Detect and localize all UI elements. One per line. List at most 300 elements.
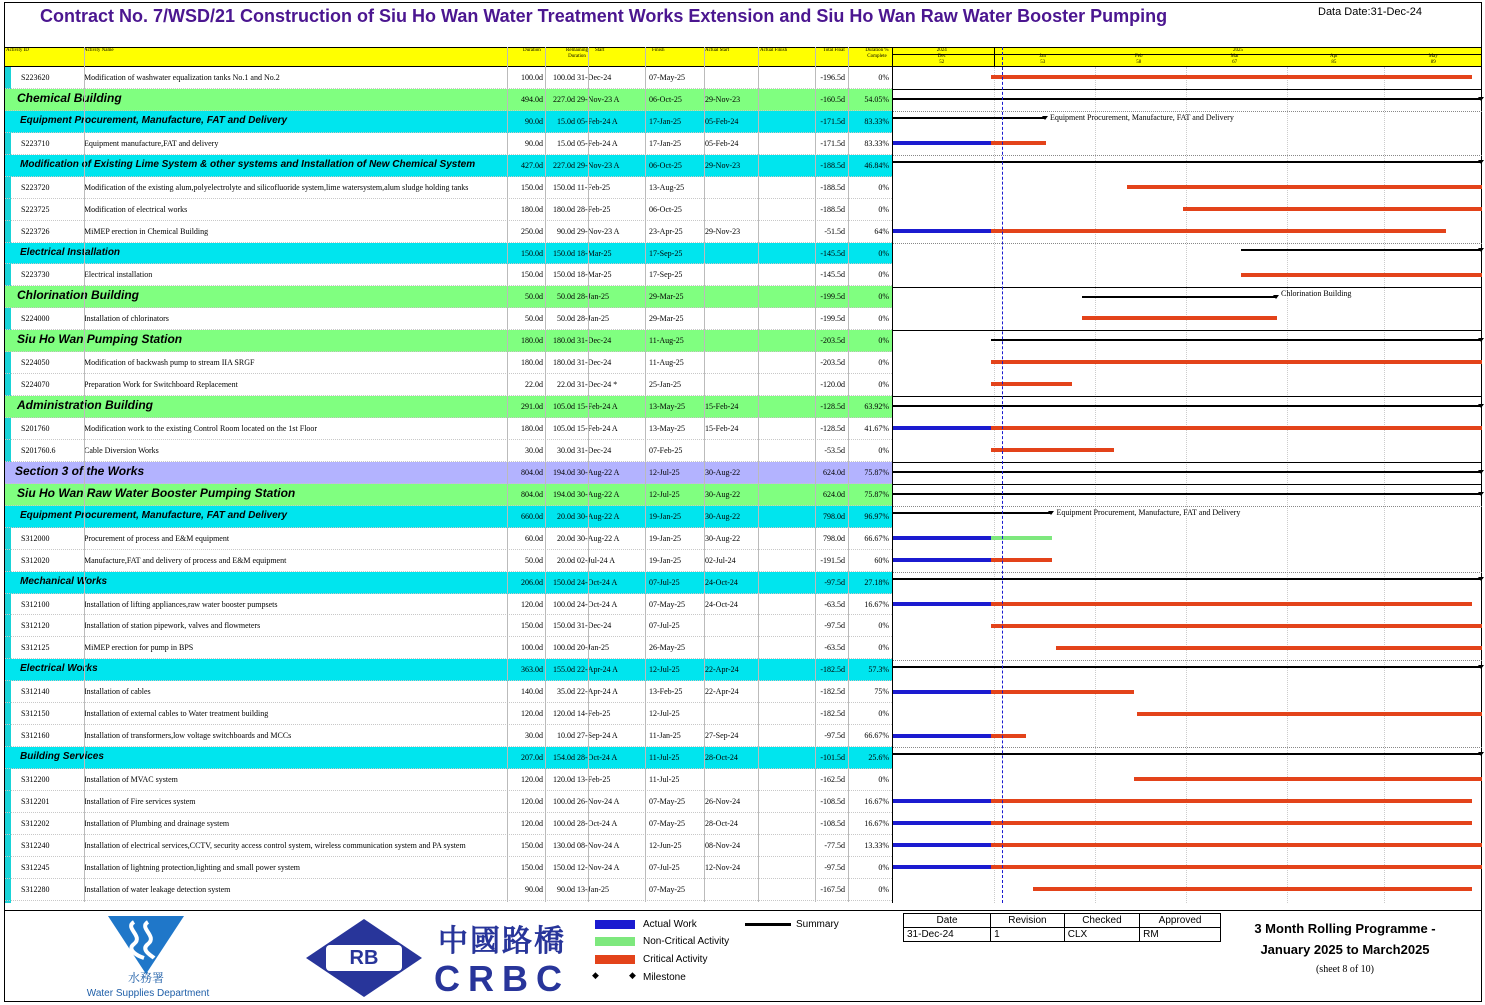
crbc-english-name: CRBC: [434, 958, 570, 999]
summary-bar[interactable]: [991, 339, 1482, 341]
cell-tf: -120.0d: [820, 380, 845, 390]
critical-bar[interactable]: [991, 229, 1447, 233]
cell-as: 22-Apr-24: [705, 665, 739, 675]
activity-id: S201760: [21, 424, 50, 433]
cell-rd: 150.0d: [553, 577, 575, 587]
legend-critical-label: Critical Activity: [643, 954, 708, 965]
gantt-row-separator: [893, 287, 1482, 288]
cell-finish: 17-Sep-25: [649, 270, 683, 280]
cell-rd: 130.0d: [553, 840, 575, 850]
cell-as: 24-Oct-24: [705, 577, 738, 587]
col-header-name[interactable]: Activity Name: [84, 48, 114, 53]
cell-od: 22.0d: [525, 380, 543, 390]
col-header-actual-start[interactable]: Actual Start: [705, 48, 730, 53]
cell-tf: -167.5d: [820, 884, 845, 894]
cell-finish: 17-Jan-25: [649, 138, 681, 148]
summary-bar[interactable]: [893, 98, 1482, 100]
cell-start: 30-Aug-22 A: [577, 489, 620, 499]
cell-rd: 120.0d: [553, 709, 575, 719]
col-header-total-float[interactable]: Total Float: [823, 48, 845, 53]
critical-bar[interactable]: [991, 141, 1046, 145]
cell-finish: 23-Apr-25: [649, 226, 683, 236]
signoff-date: 31-Dec-24: [904, 928, 991, 942]
cell-start: 28-Jan-25: [577, 292, 609, 302]
actual-work-bar[interactable]: [893, 141, 991, 145]
cell-pct: 0%: [878, 204, 889, 214]
timescale-month: Apr: [1330, 54, 1338, 59]
gantt-row-separator: [893, 111, 1482, 112]
wbs-group-name: Modification of Existing Lime System & other systems and Installation of New Chemical System: [20, 158, 476, 170]
cell-rd: 150.0d: [553, 621, 575, 631]
summary-bar[interactable]: [893, 578, 1482, 580]
cell-rd: 150.0d: [553, 248, 575, 258]
critical-bar[interactable]: [1082, 316, 1277, 320]
actual-work-bar[interactable]: [893, 690, 991, 694]
cell-finish: 07-May-25: [649, 73, 685, 82]
cell-pct: 16.67%: [864, 599, 889, 609]
critical-bar[interactable]: [991, 558, 1053, 562]
cell-rd: 90.0d: [557, 226, 575, 236]
summary-bar[interactable]: [893, 117, 1046, 119]
cell-pct: 13.33%: [864, 840, 889, 850]
cell-pct: 75%: [874, 687, 889, 697]
cell-as: 05-Feb-24: [705, 116, 739, 126]
cell-start: 22-Apr-24 A: [577, 665, 618, 675]
activity-id: S312280: [21, 884, 50, 894]
critical-bar[interactable]: [991, 360, 1482, 364]
cell-tf: 624.0d: [823, 467, 845, 477]
cell-finish: 13-Feb-25: [649, 687, 683, 697]
cell-rd: 120.0d: [553, 775, 575, 784]
activity-id: S201760.6: [21, 445, 56, 455]
activity-id: S312200: [21, 775, 50, 784]
cell-od: 207.0d: [521, 753, 543, 763]
cell-start: 02-Jul-24 A: [577, 555, 615, 565]
cell-pct: 75.87%: [864, 489, 889, 499]
page-title: Contract No. 7/WSD/21 Construction of Siu Ho Wan Water Treatment Works Extension and Siu Ho Wan Raw Water Booster Pumping: [40, 6, 1168, 26]
critical-bar[interactable]: [991, 602, 1473, 606]
cell-finish: 29-Mar-25: [649, 292, 684, 302]
cell-pct: 0%: [878, 775, 889, 784]
activity-name: Modification of backwash pump to stream IIA SRGF: [84, 358, 255, 368]
col-header-id[interactable]: Activity ID: [6, 48, 29, 53]
cell-as: 28-Oct-24: [705, 818, 738, 828]
critical-bar[interactable]: [991, 799, 1473, 803]
cell-as: 28-Oct-24: [705, 753, 738, 763]
cell-od: 60.0d: [525, 533, 543, 543]
cell-tf: -145.5d: [820, 270, 845, 280]
activity-name: Modification of the existing alum,polyelectrolyte and silicofluoride system,lime watersystem,alum sludge holding tanks: [84, 182, 469, 192]
cell-od: 180.0d: [521, 358, 543, 368]
cell-as: 05-Feb-24: [705, 138, 739, 148]
cell-od: 140.0d: [521, 687, 543, 697]
wsd-english-name: Water Supplies Department: [86, 988, 210, 999]
activity-id: S312100: [21, 599, 50, 609]
cell-finish: 06-Oct-25: [649, 204, 682, 214]
cell-pct: 0%: [878, 445, 889, 455]
cell-rd: 180.0d: [553, 336, 575, 346]
cell-pct: 25.6%: [868, 753, 889, 763]
cell-rd: 100.0d: [553, 818, 575, 828]
cell-tf: -171.5d: [820, 116, 845, 126]
summary-bar[interactable]: [893, 471, 1482, 473]
cell-rd: 35.0d: [557, 687, 575, 697]
cell-od: 150.0d: [521, 182, 543, 192]
cell-finish: 19-Jan-25: [649, 511, 681, 521]
cell-finish: 07-Jul-25: [649, 621, 680, 631]
cell-tf: -188.5d: [820, 182, 845, 192]
activity-id: S224070: [21, 380, 50, 390]
cell-finish: 12-Jun-25: [649, 840, 682, 850]
cell-od: 427.0d: [521, 160, 543, 170]
cell-start: 28-Oct-24 A: [577, 753, 618, 763]
cell-start: 24-Oct-24 A: [577, 599, 618, 609]
cell-as: 30-Aug-22: [705, 533, 741, 543]
cell-tf: -203.5d: [820, 358, 845, 368]
summary-bar[interactable]: [1241, 249, 1482, 251]
cell-od: 150.0d: [521, 270, 543, 280]
cell-pct: 0%: [878, 314, 889, 324]
timescale-week: 53: [1040, 60, 1046, 65]
activity-id: S312000: [21, 533, 50, 543]
col-divider: [645, 47, 646, 902]
activity-id: S223710: [21, 138, 50, 148]
cell-od: 120.0d: [521, 796, 543, 806]
gantt-bar-label: Chlorination Building: [1280, 288, 1352, 298]
actual-work-bar[interactable]: [893, 536, 991, 540]
wbs-group-name: Building Services: [20, 751, 104, 763]
cell-as: 29-Nov-23: [705, 94, 741, 104]
summary-bar[interactable]: [893, 753, 1482, 755]
noncritical-bar[interactable]: [991, 536, 1053, 540]
cell-pct: 75.87%: [864, 467, 889, 477]
cell-tf: -51.5d: [824, 226, 845, 236]
cell-tf: -101.5d: [820, 753, 845, 763]
cell-tf: -182.5d: [820, 665, 845, 675]
wbs-group-name: Electrical Installation: [20, 246, 121, 258]
cell-pct: 0%: [878, 358, 889, 368]
data-date: Data Date:31-Dec-24: [1318, 6, 1422, 18]
summary-bar[interactable]: [893, 512, 1052, 514]
signoff-header-revision: Revision: [991, 914, 1065, 928]
legend-summary-swatch: [745, 923, 791, 926]
cell-od: 30.0d: [525, 731, 543, 741]
cell-tf: -203.5d: [820, 336, 845, 346]
activity-name: Installation of lightning protection,lighting and small power system: [84, 862, 300, 872]
timescale-month: Mar: [1230, 54, 1239, 59]
cell-tf: -188.5d: [820, 160, 845, 170]
actual-work-bar[interactable]: [893, 558, 991, 562]
actual-work-bar[interactable]: [893, 426, 991, 430]
cell-tf: -199.5d: [820, 314, 845, 324]
timescale-header: [892, 47, 1481, 67]
cell-finish: 06-Oct-25: [649, 160, 682, 170]
col-divider: [545, 47, 546, 902]
cell-pct: 0%: [878, 621, 889, 631]
timescale-year: 2025: [1232, 48, 1243, 53]
cell-start: 14-Feb-25: [577, 709, 611, 719]
cell-tf: -196.5d: [820, 73, 845, 82]
activity-id: S312125: [21, 643, 50, 653]
critical-bar[interactable]: [991, 75, 1473, 79]
cell-od: 50.0d: [525, 555, 543, 565]
cell-as: 15-Feb-24: [705, 402, 739, 412]
wbs-group-name: Administration Building: [17, 398, 153, 413]
critical-bar[interactable]: [1056, 646, 1482, 650]
actual-work-bar[interactable]: [893, 865, 991, 869]
activity-name: Modification work to the existing Control Room located on the 1st Floor: [84, 424, 318, 433]
cell-rd: 180.0d: [553, 204, 575, 214]
legend-milestone-icon: ◆: [592, 970, 599, 980]
critical-bar[interactable]: [991, 843, 1482, 847]
cell-tf: -145.5d: [820, 248, 845, 258]
cell-tf: -63.5d: [824, 599, 845, 609]
col-header-rem-dur[interactable]: Remaining Duration: [566, 48, 588, 59]
cell-start: 31-Dec-24: [577, 73, 612, 82]
cell-rd: 22.0d: [557, 380, 575, 390]
sheet-number: (sheet 8 of 10): [1315, 964, 1375, 975]
cell-rd: 227.0d: [553, 94, 575, 104]
cell-start: 18-Mar-25: [577, 270, 612, 280]
critical-bar[interactable]: [991, 865, 1482, 869]
cell-rd: 50.0d: [557, 314, 575, 324]
wbs-group-name: Siu Ho Wan Raw Water Booster Pumping Station: [17, 485, 296, 500]
col-divider: [507, 47, 508, 902]
cell-rd: 150.0d: [553, 182, 575, 192]
cell-od: 50.0d: [525, 292, 543, 302]
activity-id: S223730: [21, 270, 50, 280]
cell-finish: 07-Jul-25: [649, 577, 680, 587]
cell-od: 30.0d: [525, 445, 543, 455]
cell-start: 29-Nov-23 A: [577, 160, 620, 170]
cell-od: 90.0d: [525, 138, 543, 148]
col-header-finish[interactable]: Finish: [652, 48, 665, 53]
cell-rd: 105.0d: [553, 402, 575, 412]
cell-pct: 66.67%: [864, 533, 889, 543]
summary-bar[interactable]: [893, 405, 1482, 407]
cell-pct: 0%: [878, 182, 889, 192]
col-header-actual-finish[interactable]: Actual Finish: [760, 48, 788, 53]
cell-start: 05-Feb-24 A: [577, 116, 618, 126]
activity-id: S223720: [21, 182, 50, 192]
cell-start: 24-Oct-24 A: [577, 577, 618, 587]
cell-tf: -108.5d: [820, 818, 845, 828]
cell-pct: 64%: [874, 226, 889, 236]
cell-od: 363.0d: [521, 665, 543, 675]
cell-start: 13-Feb-25: [577, 775, 611, 784]
cell-tf: -182.5d: [820, 709, 845, 719]
cell-start: 22-Apr-24 A: [577, 687, 618, 697]
gantt-row-separator: [893, 462, 1482, 463]
critical-bar[interactable]: [991, 426, 1482, 430]
col-divider: [758, 47, 759, 902]
cell-finish: 29-Mar-25: [649, 314, 684, 324]
cell-as: 30-Aug-22: [705, 511, 741, 521]
cell-tf: -97.5d: [824, 862, 845, 872]
col-header-pct[interactable]: Duration % Complete: [865, 48, 889, 59]
activity-name: Installation of transformers,low voltage switchboards and MCCs: [84, 731, 292, 741]
activity-name: Installation of water leakage detection system: [84, 884, 231, 894]
critical-bar[interactable]: [1183, 207, 1482, 211]
col-divider: [588, 47, 589, 902]
actual-work-bar[interactable]: [893, 734, 991, 738]
cell-pct: 54.05%: [864, 94, 889, 104]
actual-work-bar[interactable]: [893, 602, 991, 606]
col-divider: [84, 47, 85, 902]
cell-start: 30-Aug-22 A: [577, 467, 620, 477]
summary-bar[interactable]: [893, 666, 1482, 668]
cell-start: 30-Aug-22 A: [577, 533, 620, 543]
cell-rd: 20.0d: [557, 555, 575, 565]
cell-od: 180.0d: [521, 336, 543, 346]
activity-id: S223726: [21, 226, 50, 236]
cell-pct: 0%: [878, 380, 889, 390]
wsd-chinese-name: 水務署: [127, 971, 164, 985]
timescale-month: Feb: [1134, 54, 1143, 59]
cell-od: 250.0d: [521, 226, 543, 236]
cell-rd: 20.0d: [557, 533, 575, 543]
cell-start: 27-Sep-24 A: [577, 731, 618, 741]
summary-bar[interactable]: [893, 493, 1482, 495]
activity-id: S312245: [21, 862, 50, 872]
cell-finish: 17-Sep-25: [649, 248, 683, 258]
cell-start: 30-Aug-22 A: [577, 511, 620, 521]
sheet-title-line1: 3 Month Rolling Programme -: [1254, 921, 1436, 936]
gantt-row-separator: [893, 89, 1482, 90]
critical-bar[interactable]: [991, 448, 1115, 452]
critical-bar[interactable]: [1137, 712, 1482, 716]
sheet-title-line2: January 2025 to March2025: [1260, 942, 1430, 957]
cell-start: 05-Feb-24 A: [577, 138, 618, 148]
critical-bar[interactable]: [991, 821, 1473, 825]
legend-summary-label: Summary: [796, 919, 839, 930]
cell-pct: 0%: [878, 270, 889, 280]
cell-start: 20-Jan-25: [577, 643, 609, 653]
cell-finish: 19-Jan-25: [649, 555, 681, 565]
signoff-header-approved: Approved: [1140, 914, 1221, 928]
cell-pct: 46.84%: [864, 160, 889, 170]
timescale-year: 2024: [936, 48, 947, 53]
timescale-divider: [893, 54, 1482, 55]
cell-start: 11-Feb-25: [577, 182, 611, 192]
cell-pct: 0%: [878, 862, 889, 872]
cell-as: 29-Nov-23: [705, 160, 741, 170]
gantt-row-separator: [893, 572, 1482, 573]
cell-pct: 60%: [874, 555, 889, 565]
actual-work-bar[interactable]: [893, 821, 991, 825]
gantt-row-separator: [893, 243, 1482, 244]
cell-od: 804.0d: [521, 489, 543, 499]
cell-od: 150.0d: [521, 248, 543, 258]
cell-tf: -97.5d: [824, 577, 845, 587]
cell-od: 150.0d: [521, 862, 543, 872]
gantt-row-separator: [893, 484, 1482, 485]
gantt-row-separator: [893, 396, 1482, 397]
critical-bar[interactable]: [1241, 273, 1482, 277]
gantt-row-separator: [893, 155, 1482, 156]
cell-pct: 0%: [878, 643, 889, 653]
activity-id: S312150: [21, 709, 50, 719]
gantt-bar-label: Equipment Procurement, Manufacture, FAT and Delivery: [1049, 112, 1234, 122]
cell-od: 150.0d: [521, 840, 543, 850]
cell-pct: 16.67%: [864, 818, 889, 828]
cell-finish: 25-Jan-25: [649, 380, 681, 390]
cell-tf: -77.5d: [824, 840, 845, 850]
actual-work-bar[interactable]: [893, 229, 991, 233]
cell-as: 30-Aug-22: [705, 489, 741, 499]
cell-od: 150.0d: [521, 621, 543, 631]
cell-start: 28-Feb-25: [577, 204, 611, 214]
legend-actual-label: Actual Work: [643, 919, 697, 930]
critical-bar[interactable]: [1134, 777, 1482, 781]
timescale-month: Jan: [1039, 54, 1047, 59]
cell-rd: 90.0d: [557, 884, 575, 894]
activity-name: Installation of electrical services,CCTV, security access control system, wireless communication system and PA system: [84, 840, 466, 850]
critical-bar[interactable]: [991, 624, 1482, 628]
critical-bar[interactable]: [991, 734, 1027, 738]
cell-pct: 57.3%: [868, 665, 889, 675]
summary-bar[interactable]: [893, 161, 1482, 163]
actual-work-bar[interactable]: [893, 843, 991, 847]
cell-finish: 12-Jul-25: [649, 665, 680, 675]
cell-finish: 12-Jul-25: [649, 467, 680, 477]
cell-start: 18-Mar-25: [577, 248, 612, 258]
cell-as: 24-Oct-24: [705, 599, 738, 609]
cell-rd: 10.0d: [557, 731, 575, 741]
cell-tf: -160.5d: [820, 94, 845, 104]
col-header-orig-dur[interactable]: Duration: [523, 48, 541, 53]
cell-finish: 12-Jul-25: [649, 709, 680, 719]
signoff-header-checked: Checked: [1064, 914, 1139, 928]
cell-start: 31-Dec-24: [577, 445, 612, 455]
cell-od: 660.0d: [521, 511, 543, 521]
critical-bar[interactable]: [1127, 185, 1482, 189]
activity-name: Equipment manufacture,FAT and delivery: [84, 138, 219, 148]
cell-rd: 194.0d: [553, 489, 575, 499]
cell-as: 26-Nov-24: [705, 796, 741, 806]
activity-id: S312140: [21, 687, 50, 697]
cell-finish: 17-Jan-25: [649, 116, 681, 126]
cell-od: 50.0d: [525, 314, 543, 324]
critical-bar[interactable]: [1033, 887, 1472, 891]
cell-start: 15-Feb-24 A: [577, 424, 618, 433]
cell-tf: 624.0d: [823, 489, 845, 499]
col-header-start[interactable]: Start: [595, 48, 605, 53]
cell-start: 28-Oct-24 A: [577, 818, 618, 828]
cell-od: 120.0d: [521, 775, 543, 784]
critical-bar[interactable]: [991, 690, 1134, 694]
actual-work-bar[interactable]: [893, 799, 991, 803]
wbs-group-name: Equipment Procurement, Manufacture, FAT and Delivery: [20, 114, 288, 126]
col-divider: [704, 47, 705, 902]
activity-name: Installation of station pipework, valves and flowmeters: [84, 621, 261, 631]
wsd-logo-icon: [104, 914, 188, 976]
cell-finish: 11-Jan-25: [649, 731, 681, 741]
activity-name: Installation of Plumbing and drainage system: [84, 818, 230, 828]
summary-bar[interactable]: [1082, 296, 1277, 298]
timescale-week: 58: [1136, 60, 1142, 65]
gantt-row-separator: [893, 330, 1482, 331]
cell-finish: 07-May-25: [649, 599, 685, 609]
activity-name: Preparation Work for Switchboard Replacement: [84, 380, 238, 390]
cell-finish: 11-Aug-25: [649, 336, 684, 346]
cell-pct: 0%: [878, 73, 889, 82]
activity-id: S223620: [21, 73, 50, 82]
activity-name: Manufacture,FAT and delivery of process and E&M equipment: [84, 555, 287, 565]
cell-start: 15-Feb-24 A: [577, 402, 618, 412]
timescale-week: 52: [939, 60, 945, 65]
wbs-group-name: Electrical Works: [20, 663, 98, 675]
